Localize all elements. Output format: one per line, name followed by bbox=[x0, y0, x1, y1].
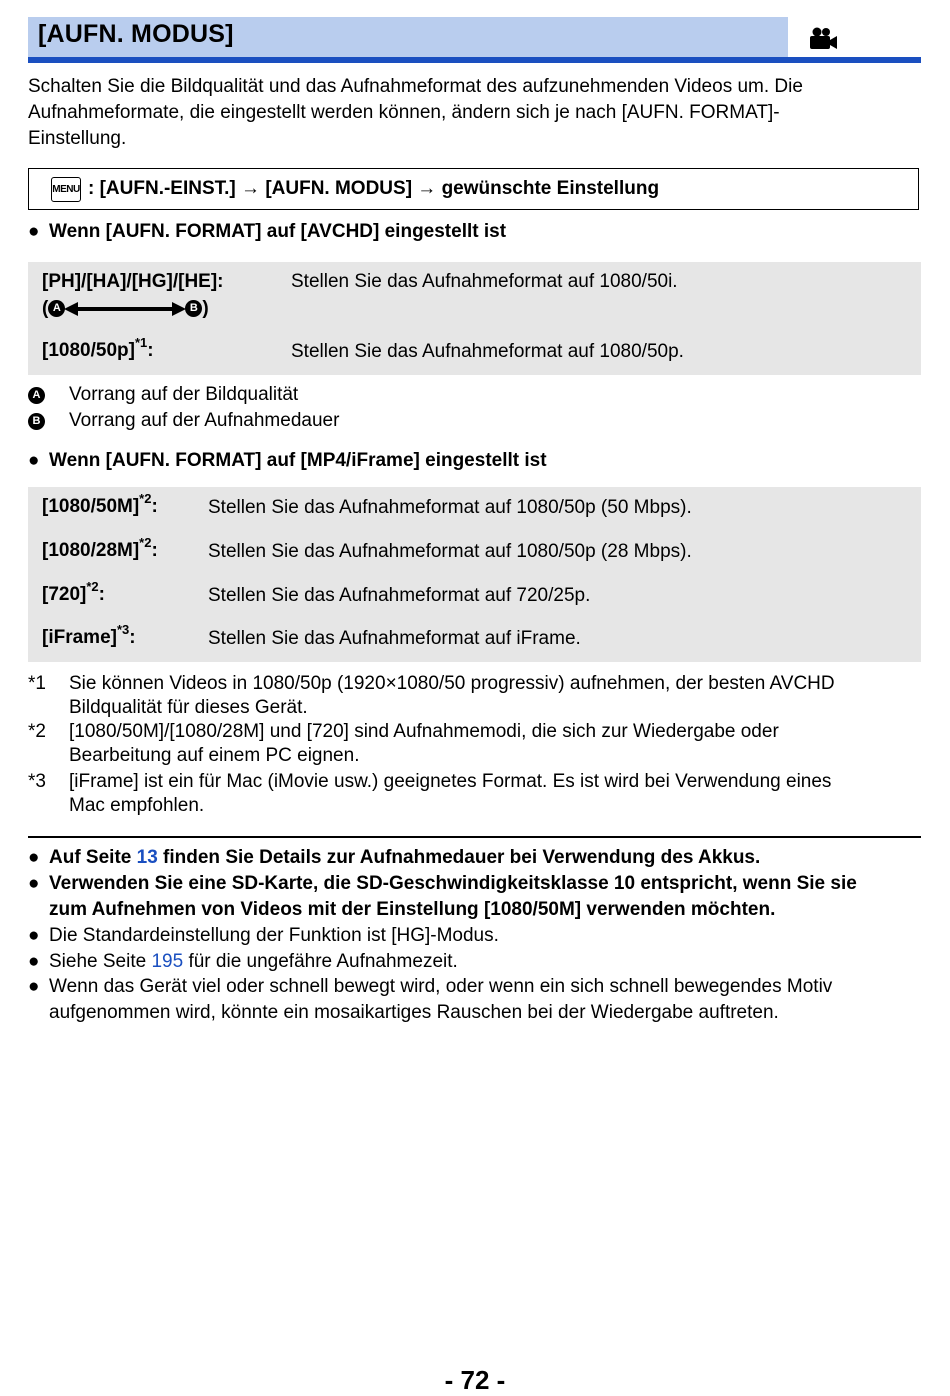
marker-b-icon: B bbox=[28, 413, 45, 430]
intro-line-3: Einstellung. bbox=[28, 128, 127, 149]
option-label: $[1080/50p]^{*1}$: bbox=[42, 334, 154, 361]
section-heading-text: Wenn [AUFN. FORMAT] auf [AVCHD] eingestellt ist bbox=[49, 221, 507, 242]
option-desc: Stellen Sie das Aufnahmeformat auf 720/25p. bbox=[208, 585, 591, 606]
header-rule bbox=[28, 57, 921, 63]
legend-a-text: Vorrang auf der Bildqualität bbox=[69, 384, 299, 405]
marker-a-icon: A bbox=[48, 300, 65, 317]
footnote-text: Bearbeitung auf einem PC eignen. bbox=[69, 745, 360, 766]
option-desc: Stellen Sie das Aufnahmeformat auf 1080/50p (28 Mbps). bbox=[208, 541, 692, 562]
option-desc: Stellen Sie das Aufnahmeformat auf iFrame. bbox=[208, 628, 581, 649]
bullet-icon: ● bbox=[28, 925, 40, 946]
footnote-marker: *3 bbox=[28, 771, 46, 792]
menu-path-text: : [AUFN.-EINST.] → [AUFN. MODUS] → gewünschte Einstellung bbox=[88, 178, 660, 199]
page-number: - 72 - bbox=[444, 1365, 506, 1395]
footnote-text: Bildqualität für dieses Gerät. bbox=[69, 697, 308, 718]
tip-text: Die Standardeinstellung der Funktion ist [HG]-Modus. bbox=[49, 925, 499, 946]
tip-text: Verwenden Sie eine SD-Karte, die SD-Geschwindigkeitsklasse 10 entspricht, wenn Sie sie bbox=[49, 873, 857, 894]
page-link[interactable]: 195 bbox=[151, 951, 184, 972]
intro-line-1: Schalten Sie die Bildqualität und das Aufnahmeformat des aufzunehmenden Videos um. Die bbox=[28, 76, 803, 97]
mp4-options-table bbox=[28, 487, 921, 662]
option-label: [PH]/[HA]/[HG]/[HE]: bbox=[42, 271, 224, 292]
legend-b bbox=[28, 410, 340, 433]
section-divider bbox=[28, 836, 921, 838]
legend-a bbox=[28, 384, 299, 407]
footnote-text: [1080/50M]/[1080/28M] und [720] sind Aufnahmemodi, die sich zur Wiedergabe oder bbox=[69, 721, 779, 742]
bullet-icon: ● bbox=[28, 221, 40, 242]
bullet-icon: ● bbox=[28, 847, 40, 868]
footnote-marker: *1 bbox=[28, 673, 46, 694]
legend-b-text: Vorrang auf der Aufnahmedauer bbox=[69, 410, 340, 431]
bullet-icon: ● bbox=[28, 873, 40, 894]
bullet-icon: ● bbox=[28, 450, 40, 471]
option-label: [iFrame]$^{*3}$: bbox=[42, 621, 136, 648]
menu-icon: MENU bbox=[51, 177, 81, 202]
option-desc: Stellen Sie das Aufnahmeformat auf 1080/50p. bbox=[291, 341, 684, 362]
tip-text: zum Aufnehmen von Videos mit der Einstellung [1080/50M] verwenden möchten. bbox=[49, 899, 776, 920]
double-arrow-icon bbox=[64, 301, 186, 317]
section-heading-mp4 bbox=[28, 450, 547, 472]
option-label: $[1080/28M]^{*2}$: bbox=[42, 534, 158, 561]
marker-a-icon: A bbox=[28, 387, 45, 404]
footnote-text: Mac empfohlen. bbox=[69, 795, 205, 816]
section-heading-text: Wenn [AUFN. FORMAT] auf [MP4/iFrame] eingestellt ist bbox=[49, 450, 547, 471]
page-title: [AUFN. MODUS] bbox=[38, 20, 234, 48]
section-heading-avchd bbox=[28, 221, 506, 243]
footnote-marker: *2 bbox=[28, 721, 46, 742]
option-label: $[1080/50M]^{*2}$: bbox=[42, 490, 158, 517]
quality-duration-scale: ( A B ) bbox=[42, 298, 209, 319]
video-camera-icon bbox=[808, 26, 838, 52]
footnote-text: [iFrame] ist ein für Mac (iMovie usw.) geeignetes Format. Es ist wird bei Verwendung eines bbox=[69, 771, 832, 792]
footnote-text: Sie können Videos in 1080/50p (1920×1080/50 progressiv) aufnehmen, der besten AVCHD bbox=[69, 673, 835, 694]
tip-text: Wenn das Gerät viel oder schnell bewegt wird, oder wenn ein sich schnell bewegendes Motiv bbox=[49, 976, 833, 997]
bullet-icon: ● bbox=[28, 976, 40, 997]
intro-line-2: Aufnahmeformate, die eingestellt werden können, ändern sich je nach [AUFN. FORMAT]- bbox=[28, 102, 780, 123]
avchd-options-table bbox=[28, 262, 921, 375]
option-label: $[720]^{*2}$: bbox=[42, 578, 105, 605]
marker-b-icon: B bbox=[185, 300, 202, 317]
tip-text: aufgenommen wird, könnte ein mosaikartiges Rauschen bei der Wiedergabe auftreten. bbox=[49, 1002, 779, 1023]
bullet-icon: ● bbox=[28, 951, 40, 972]
option-desc: Stellen Sie das Aufnahmeformat auf 1080/50i. bbox=[291, 271, 678, 292]
page-link[interactable]: 13 bbox=[136, 847, 158, 868]
option-desc: Stellen Sie das Aufnahmeformat auf 1080/50p (50 Mbps). bbox=[208, 497, 692, 518]
